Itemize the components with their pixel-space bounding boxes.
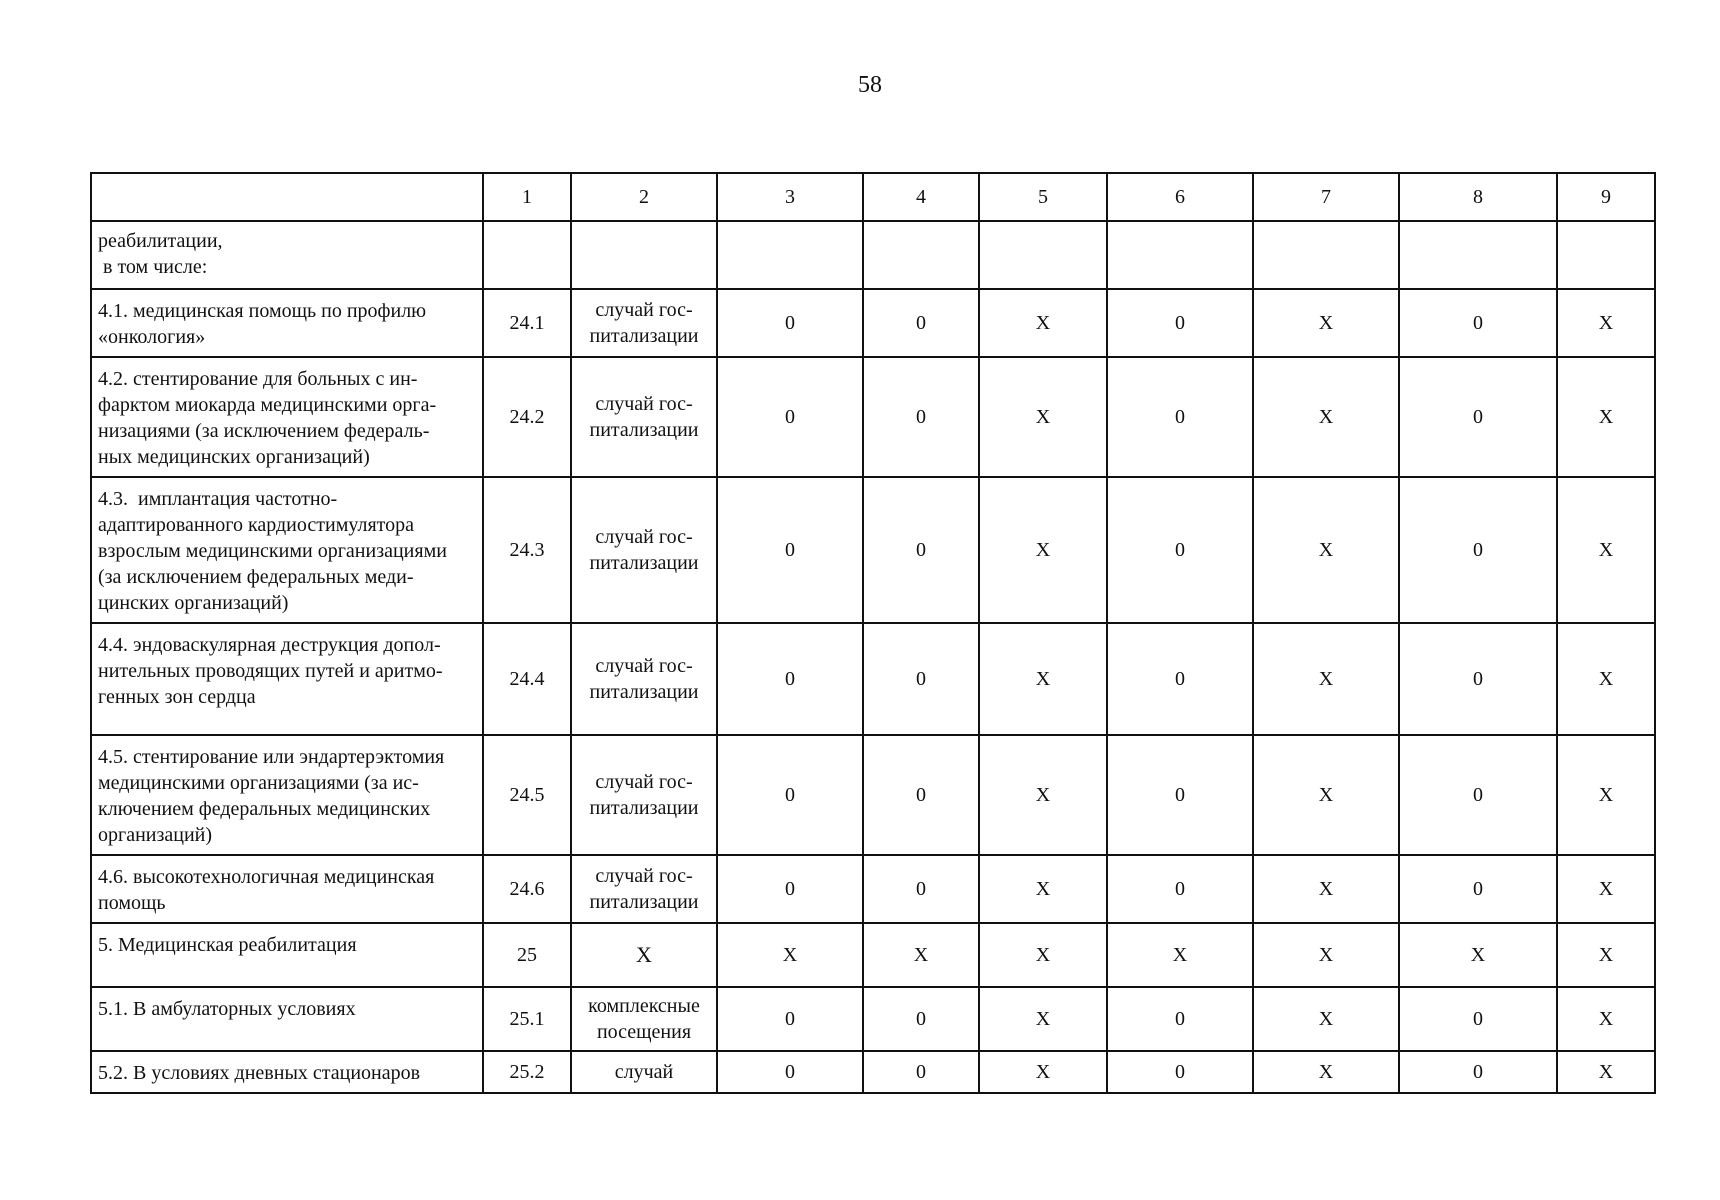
column-header-8: 8 [1399, 173, 1557, 221]
row-value-col-4: 0 [863, 623, 979, 735]
row-value-col-5: X [979, 735, 1107, 855]
row-label-line: взрослым медицинскими организациями [98, 540, 447, 562]
row-value-col-6: 0 [1107, 289, 1253, 357]
row-label [91, 855, 483, 923]
row-unit-line: посещения [596, 1021, 692, 1043]
table-row [91, 1051, 1655, 1093]
row-value-col-7: X [1253, 1051, 1399, 1093]
row-label-line: 5. Медицинская реабилитация [98, 934, 357, 956]
row-value-col-3: X [717, 923, 863, 987]
row-value-col-5: X [979, 923, 1107, 987]
row-unit-line: случай гос- [595, 865, 693, 887]
row-unit-line: случай гос- [595, 655, 693, 677]
row-value-col-9: X [1557, 923, 1655, 987]
row-value-col-9: X [1557, 623, 1655, 735]
row-value-col-6: 0 [1107, 855, 1253, 923]
column-header-2: 2 [571, 173, 717, 221]
header-row [91, 173, 1655, 221]
row-label [91, 357, 483, 477]
row-label [91, 623, 483, 735]
table-row [91, 923, 1655, 987]
row-value-col-8: 0 [1399, 735, 1557, 855]
row-value-col-4: 0 [863, 1051, 979, 1093]
row-unit-line: X [636, 942, 652, 967]
row-value-col-5: X [979, 477, 1107, 623]
row-value-col-9: X [1557, 289, 1655, 357]
row-value-col-4 [863, 221, 979, 289]
row-value-col-4: 0 [863, 987, 979, 1051]
row-unit-line: питализации [589, 325, 699, 347]
data-table [90, 172, 1656, 1094]
row-unit [571, 923, 717, 987]
row-value-col-9 [1557, 221, 1655, 289]
column-header-1: 1 [483, 173, 571, 221]
row-label-line: медицинскими организациями (за ис- [98, 772, 419, 794]
row-label-line: 4.5. стентирование или эндартерэктомия [98, 746, 445, 768]
row-value-col-3: 0 [717, 987, 863, 1051]
row-label [91, 1051, 483, 1093]
column-header-3: 3 [717, 173, 863, 221]
row-unit-line: питализации [589, 419, 699, 441]
row-code: 25.2 [483, 1051, 571, 1093]
row-unit-line: комплексные [588, 995, 700, 1017]
row-value-col-4: X [863, 923, 979, 987]
row-value-col-3: 0 [717, 357, 863, 477]
row-unit-line: случай гос- [595, 393, 693, 415]
table-row [91, 357, 1655, 477]
row-unit-line: питализации [589, 797, 699, 819]
row-label-line: 4.6. высокотехнологичная медицинская [98, 866, 435, 888]
table-row [91, 855, 1655, 923]
row-label-line: ключением федеральных медицинских [98, 798, 431, 820]
row-value-col-7 [1253, 221, 1399, 289]
row-label-line: «онкология» [98, 326, 206, 348]
column-header-5: 5 [979, 173, 1107, 221]
row-code [483, 221, 571, 289]
row-value-col-9: X [1557, 477, 1655, 623]
row-code: 25 [483, 923, 571, 987]
row-label-line: реабилитации, [98, 230, 223, 252]
row-code: 24.5 [483, 735, 571, 855]
row-label-line: 4.1. медицинская помощь по профилю [98, 300, 427, 322]
row-value-col-8: 0 [1399, 477, 1557, 623]
row-value-col-5: X [979, 623, 1107, 735]
table-row [91, 623, 1655, 735]
row-label [91, 735, 483, 855]
row-value-col-5: X [979, 289, 1107, 357]
row-value-col-7: X [1253, 735, 1399, 855]
row-value-col-4: 0 [863, 357, 979, 477]
row-value-col-8: 0 [1399, 623, 1557, 735]
row-value-col-3: 0 [717, 623, 863, 735]
row-value-col-8 [1399, 221, 1557, 289]
row-value-col-9: X [1557, 1051, 1655, 1093]
row-value-col-5: X [979, 1051, 1107, 1093]
row-value-col-6: 0 [1107, 1051, 1253, 1093]
row-value-col-6: X [1107, 923, 1253, 987]
table-row [91, 735, 1655, 855]
row-code: 25.1 [483, 987, 571, 1051]
row-unit-line: случай гос- [595, 771, 693, 793]
row-unit-line: питализации [589, 552, 699, 574]
row-unit-line: случай гос- [595, 299, 693, 321]
column-header-7: 7 [1253, 173, 1399, 221]
row-label-line: помощь [98, 892, 166, 914]
row-value-col-5: X [979, 357, 1107, 477]
row-value-col-8: 0 [1399, 855, 1557, 923]
row-label-line: адаптированного кардиостимулятора [98, 514, 415, 536]
row-value-col-6: 0 [1107, 477, 1253, 623]
row-unit [571, 987, 717, 1051]
row-code: 24.4 [483, 623, 571, 735]
row-label-line: 4.4. эндоваскулярная деструкция допол- [98, 634, 441, 656]
row-value-col-6: 0 [1107, 987, 1253, 1051]
row-value-col-4: 0 [863, 477, 979, 623]
row-value-col-8: X [1399, 923, 1557, 987]
row-value-col-6: 0 [1107, 735, 1253, 855]
row-unit-line: случай гос- [595, 526, 693, 548]
row-unit [571, 855, 717, 923]
row-label-line: 5.2. В условиях дневных стационаров [98, 1062, 421, 1084]
row-label-line: нительных проводящих путей и аритмо- [98, 660, 443, 682]
row-unit [571, 477, 717, 623]
row-value-col-9: X [1557, 357, 1655, 477]
row-label-line: ных медицинских организаций) [98, 446, 370, 468]
row-label-line: 5.1. В амбулаторных условиях [98, 998, 356, 1020]
row-unit-line: питализации [589, 891, 699, 913]
row-label-line: цинских организаций) [98, 592, 289, 614]
row-unit [571, 357, 717, 477]
page-number: 58 [858, 72, 882, 98]
row-value-col-8: 0 [1399, 357, 1557, 477]
row-label [91, 221, 483, 289]
row-value-col-7: X [1253, 289, 1399, 357]
row-value-col-5: X [979, 987, 1107, 1051]
column-header-label [91, 173, 483, 221]
row-code: 24.6 [483, 855, 571, 923]
row-value-col-9: X [1557, 735, 1655, 855]
row-label [91, 923, 483, 987]
row-value-col-6: 0 [1107, 357, 1253, 477]
row-value-col-7: X [1253, 923, 1399, 987]
row-value-col-4: 0 [863, 289, 979, 357]
row-value-col-7: X [1253, 623, 1399, 735]
column-header-4: 4 [863, 173, 979, 221]
row-label-line: (за исключением федеральных меди- [98, 566, 414, 588]
row-value-col-5: X [979, 855, 1107, 923]
row-unit-line: случай [614, 1061, 674, 1083]
row-value-col-6: 0 [1107, 623, 1253, 735]
table-row [91, 987, 1655, 1051]
row-label [91, 289, 483, 357]
row-unit [571, 735, 717, 855]
row-label-line: низациями (за исключением федераль- [98, 420, 430, 442]
row-value-col-4: 0 [863, 855, 979, 923]
row-value-col-8: 0 [1399, 289, 1557, 357]
table-row [91, 289, 1655, 357]
row-value-col-8: 0 [1399, 987, 1557, 1051]
row-value-col-3: 0 [717, 289, 863, 357]
row-value-col-4: 0 [863, 735, 979, 855]
table-body [91, 221, 1655, 1093]
row-label-line: фарктом миокарда медицинскими орга- [98, 394, 437, 416]
row-label-line: 4.3. имплантация частотно- [98, 488, 338, 510]
row-value-col-5 [979, 221, 1107, 289]
row-unit-line: питализации [589, 681, 699, 703]
row-value-col-9: X [1557, 855, 1655, 923]
row-value-col-7: X [1253, 987, 1399, 1051]
row-value-col-8: 0 [1399, 1051, 1557, 1093]
row-label-line: генных зон сердца [98, 686, 256, 708]
row-value-col-6 [1107, 221, 1253, 289]
row-value-col-9: X [1557, 987, 1655, 1051]
row-value-col-3 [717, 221, 863, 289]
row-value-col-7: X [1253, 477, 1399, 623]
row-value-col-3: 0 [717, 735, 863, 855]
row-label-line: в том числе: [98, 256, 208, 278]
column-header-9: 9 [1557, 173, 1655, 221]
row-label-line: организаций) [98, 824, 213, 846]
row-value-col-7: X [1253, 357, 1399, 477]
row-unit [571, 221, 717, 289]
row-value-col-7: X [1253, 855, 1399, 923]
row-code: 24.1 [483, 289, 571, 357]
row-code: 24.2 [483, 357, 571, 477]
row-value-col-3: 0 [717, 477, 863, 623]
row-label [91, 477, 483, 623]
row-unit [571, 623, 717, 735]
row-value-col-3: 0 [717, 1051, 863, 1093]
table-row [91, 477, 1655, 623]
row-unit [571, 289, 717, 357]
table-row [91, 221, 1655, 289]
row-label [91, 987, 483, 1051]
row-code: 24.3 [483, 477, 571, 623]
row-label-line: 4.2. стентирование для больных с ин- [98, 368, 418, 390]
row-value-col-3: 0 [717, 855, 863, 923]
row-unit [571, 1051, 717, 1093]
column-header-6: 6 [1107, 173, 1253, 221]
